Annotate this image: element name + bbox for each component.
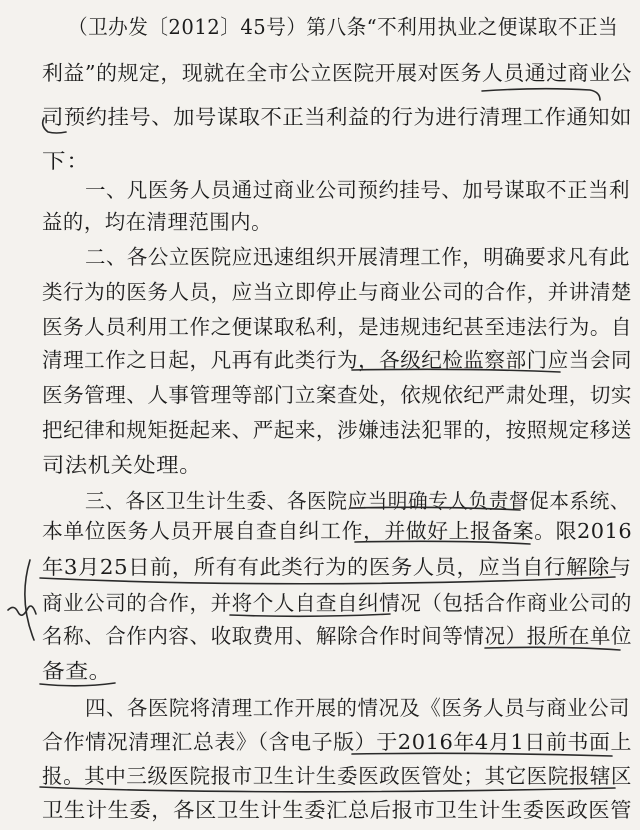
text-line-19: 备查。 <box>42 659 112 683</box>
text-line-2: 利益”的规定，现就在全市公立医院开展对医务人员通过商业公 <box>42 61 632 85</box>
text-line-9: 医务人员利用工作之便谋取私利，是违规违纪甚至违法行为。自 <box>42 315 632 339</box>
text-line-3: 司预约挂号、加号谋取不正当利益的行为进行清理工作通知如 <box>42 105 632 129</box>
text-line-5: 一、凡医务人员通过商业公司预约挂号、加号谋取不正当利 <box>85 178 630 202</box>
text-line-15: 本单位医务人员开展自查自纠工作，并做好上报备案。限2016 <box>42 519 633 543</box>
text-line-10: 清理工作之日起，凡再有此类行为，各级纪检监察部门应当会同 <box>42 348 632 372</box>
margin-bracket-left <box>25 560 34 640</box>
text-line-14: 三、各区卫生计生委、各医院应当明确专人负责督促本系统、 <box>85 489 630 513</box>
text-line-11: 医务管理、人事管理等部门立案查处，依规依纪严肃处理，切实 <box>42 383 632 407</box>
text-line-6: 益的，均在清理范围内。 <box>42 210 272 234</box>
text-line-17: 商业公司的合作，并将个人自查自纠情况（包括合作商业公司的 <box>42 591 632 615</box>
margin-note-scribble <box>8 606 36 615</box>
text-line-22: 报。其中三级医院报市卫生计生委医政医管处；其它医院报辖区 <box>42 764 632 788</box>
text-line-7: 二、各公立医院应迅速组织开展清理工作，明确要求凡有此 <box>85 245 630 269</box>
text-line-21: 合作情况清理汇总表》（含电子版）于2016年4月1日前书面上 <box>42 730 633 754</box>
text-line-1: （卫办发〔2012〕45号）第八条“不利用执业之便谋取不正当 <box>68 15 619 39</box>
underline-business-company <box>482 89 600 100</box>
text-line-13: 司法机关处理。 <box>42 453 202 477</box>
text-line-8: 类行为的医务人员，应当立即停止与商业公司的合作，并讲清楚 <box>42 280 632 304</box>
underline-file-check <box>40 683 115 686</box>
text-line-12: 把纪律和规矩挺起来、严起来，涉嫌违法犯罪的，按照规定移送 <box>42 418 632 442</box>
text-line-16: 年3月25日前，所有有此类行为的医务人员，应当自行解除与 <box>42 555 632 579</box>
text-line-20: 四、各医院将清理工作开展的情况及《医务人员与商业公司 <box>85 696 630 720</box>
text-line-18: 名称、合作内容、收取费用、解除合作时间等情况）报所在单位 <box>42 624 632 648</box>
text-line-23: 卫生计生委，各区卫生计生委汇总后报市卫生计生委医政医管 <box>42 798 632 822</box>
text-line-4: 下： <box>42 149 91 173</box>
